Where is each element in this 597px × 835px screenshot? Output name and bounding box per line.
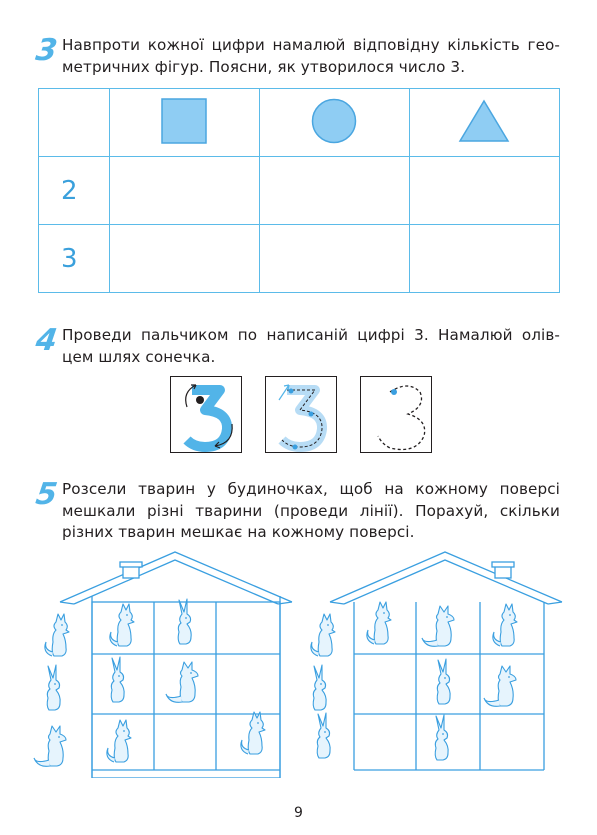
task-3-number: 3 (33, 33, 60, 68)
row-label-2: 2 (39, 157, 110, 225)
square-header-cell (109, 89, 259, 157)
task-4-number: 4 (33, 323, 60, 358)
animal-houses-illustration (30, 546, 570, 778)
task-3-instruction: Навпроти кожної цифри намалюй відповідну кількість гео- метричних фігур. Поясни, як утворилося число 3. (62, 36, 560, 76)
triangle-shape (457, 97, 511, 145)
outline-three-panel (361, 377, 432, 453)
solid-three-panel (171, 377, 242, 453)
digit-three-tracing-panels (170, 376, 432, 454)
circle-shape (310, 97, 358, 145)
page-number: 9 (294, 805, 303, 821)
corner-cell (39, 89, 110, 157)
left-house-animals (34, 599, 265, 766)
task-4-instruction: Проведи пальчиком по написаній цифрі 3. Намалюй олів- цем шлях сонечка. (62, 326, 560, 366)
row-label-3: 3 (39, 225, 110, 293)
shapes-count-table (38, 88, 560, 293)
circle-header-cell (259, 89, 409, 157)
task-5-number: 5 (33, 477, 60, 512)
answer-cell[interactable] (409, 225, 559, 293)
triangle-header-cell (409, 89, 559, 157)
answer-cell[interactable] (259, 225, 409, 293)
answer-cell[interactable] (259, 157, 409, 225)
square-shape (160, 97, 208, 145)
right-house-animals (311, 602, 517, 760)
answer-cell[interactable] (409, 157, 559, 225)
task-5-instruction: Розсели тварин у будиночках, щоб на кожному поверсі мешкали різні тварини (проведи лінії). Порахуй, скільки різних тварин мешкає на кожному поверсі. (62, 480, 560, 541)
answer-cell[interactable] (109, 157, 259, 225)
answer-cell[interactable] (109, 225, 259, 293)
dashed-three-panel (266, 377, 337, 453)
